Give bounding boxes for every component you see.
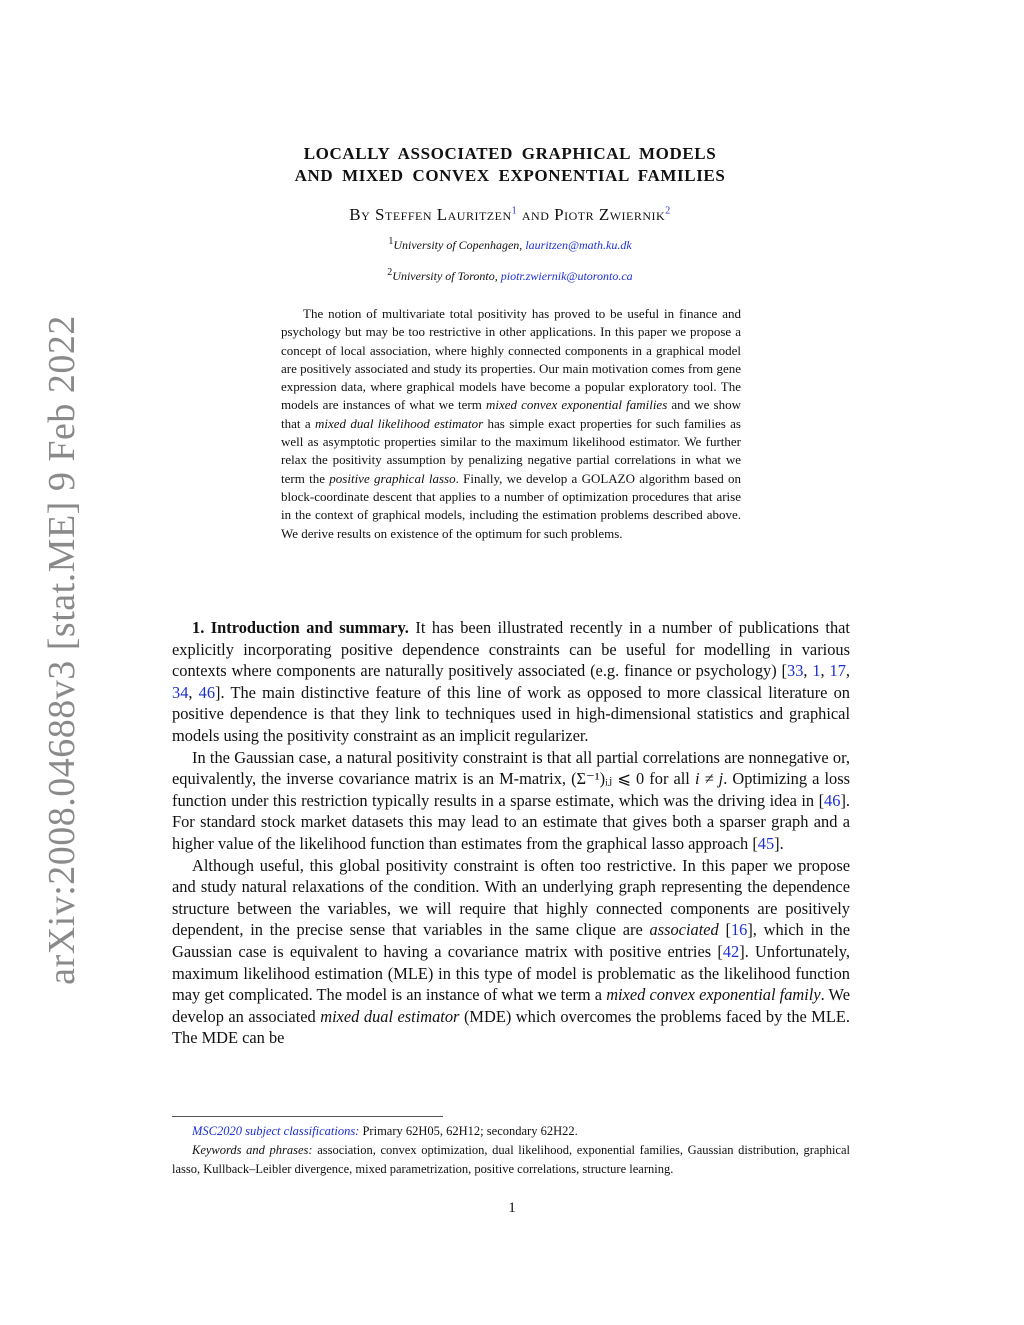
msc-footnote [172,1122,850,1141]
msc-link[interactable]: MSC2020 subject classifications: [192,1124,360,1138]
body-term: associated [649,920,719,940]
author-byline [200,205,820,225]
affiliation-2 [200,269,820,284]
body-text: ]. Unfortunately, maximum likelihood estimation (MLE) in this type of model is problematic as the likelihood function may get complicated. The model is an instance of what we term a [172,941,850,1005]
abstract-text: The notion of multivariate total positivity has proved to be useful in finance and psychology but may be too restrictive in other applications. In this paper we propose a concept of local association, where highly connected components in a graphical model are positively associated and study its properties. Our main motivation comes from gene expression data, where graphical models have become a popular exploratory tool. The models are instances of what we term [281,306,741,413]
abstract-text: and we show that a [281,397,741,431]
citation-link[interactable]: 46 [198,682,216,702]
and-word: and [521,205,550,224]
body-paragraph-2 [172,747,850,855]
citation-link[interactable]: 42 [722,941,740,961]
author-name-1: Steffen Lauritzen [375,205,512,224]
body-text: (MDE) which overcomes the problems faced by the MLE. The MDE can be [172,1006,850,1048]
arxiv-identifier: arXiv:2008.04688v3 [stat.ME] 9 Feb 2022 [41,315,83,985]
email-link[interactable]: piotr.zwiernik@utoronto.ca [500,269,633,283]
affiliation-1 [200,238,820,253]
citation-link[interactable]: 33 [787,661,804,681]
body-term: mixed convex exponential family [606,985,821,1005]
email-link[interactable]: lauritzen@math.ku.dk [525,238,632,252]
abstract-text: has simple exact properties for such families as well as asymptotic properties similar to the maximum likelihood estimator. We further relax the positivity assumption by penalizing negative partial correlations in what we term the [281,415,741,486]
author-name-2: Piotr Zwiernik [554,205,666,224]
body-text: ]. For standard stock market datasets this may lead to an estimate that gives both a sparser graph and a higher value of the likelihood function than estimates from the graphical lasso approach [ [172,790,850,853]
body-text: for all [644,769,695,789]
body-paragraph-1: 1. Introduction and summary. It has been illustrated recently in a number of publications that explicitly incorporating positive dependence constraints can be useful for modelling in various contexts where components are naturally positively associated (e.g. finance or psychology) [33, 1, 17, 34, 46]. The main distinctive feature of this line of work as opposed to more classical literature on positive dependence is that they link to techniques used in high-dimensional statistics and graphical models using the positivity constraint as an implicit regularizer. [172,618,850,745]
footnote-divider [172,1116,443,1117]
abstract-paragraph [281,305,741,543]
section-heading: 1. Introduction and summary. [192,618,409,637]
body-text: In the Gaussian case, a natural positivity constraint is that all partial correlations are nonnegative or, equivalently, the inverse covariance matrix is an M-matrix, [172,747,850,789]
title-line-1: LOCALLY ASSOCIATED GRAPHICAL MODELS [303,144,717,163]
body-text: Although useful, this global positivity constraint is often too restrictive. In this paper we propose and study natural relaxations of the condition. With an underlying graph representing the dependence structure between the variables, we will require that highly connected components are positively dependent, in the precise sense that variables in the same clique are [172,855,850,940]
abstract-term: mixed convex exponential families [485,397,668,413]
page-number: 1 [508,1200,516,1216]
abstract-text: . Finally, we develop a GOLAZO algorithm based on block-coordinate descent that applies to a number of optimization procedures that arise in the context of graphical models, including the estimation problems described above. We derive results on existence of the optimum for such problems. [281,470,742,541]
keywords-footnote [172,1141,850,1179]
citation-link[interactable]: 17 [829,661,846,681]
affiliation-institution: University of Toronto, [392,269,501,283]
body-term: mixed dual estimator [320,1006,460,1026]
abstract [281,305,741,543]
body-text: . Optimizing a loss function under this restriction typically results in a sparse estimate, which was the driving idea in [ [172,769,850,810]
abstract-term: mixed dual likelihood estimator [314,415,484,431]
affiliation-institution: University of Copenhagen, [393,238,526,252]
abstract-term: positive graphical lasso [329,470,456,486]
inline-math: i ≠ j [694,769,724,789]
author-mark-2[interactable]: 2 [665,205,671,217]
by-word: By [349,205,371,224]
paper-title [200,143,820,187]
author-mark-1[interactable]: 1 [511,205,518,217]
body-paragraph-3 [172,855,850,1049]
title-line-2: AND MIXED CONVEX EXPONENTIAL FAMILIES [294,166,726,185]
inline-math: (Σ⁻¹)ᵢⱼ ⩽ 0 [571,769,645,789]
keywords-label: Keywords and phrases: [192,1143,313,1157]
footnote-text: association, convex optimization, dual likelihood, exponential families, Gaussian distribution, graphical lasso, Kullback–Leibler divergence, mixed parametrization, positive correlations, structure learning. [172,1143,850,1176]
body-text: ]. The main distinctive feature of this line of work as opposed to more classical literature on positive dependence is that they link to techniques used in high-dimensional statistics and graphical models using the positivity constraint as an implicit regularizer. [172,682,850,745]
affiliation-mark: 1 [388,236,394,247]
body-text: . We develop an associated [172,985,850,1026]
body-text: It has been illustrated recently in a number of publications that explicitly incorporating positive dependence constraints can be useful for modelling in various contexts where components are naturally positively associated (e.g. finance or psychology) [ [172,618,850,681]
citation-link[interactable]: 1 [812,661,821,681]
body-text: ], which in the Gaussian case is equivalent to having a covariance matrix with positive entries [ [172,920,850,961]
citation-link[interactable]: 16 [730,920,748,940]
footnote-text: Primary 62H05, 62H12; secondary 62H22. [359,1124,578,1138]
footnotes [172,1122,850,1179]
citation-link[interactable]: 34 [172,682,189,702]
affiliation-mark: 2 [387,267,393,278]
body-text: [ [718,920,731,940]
citation-link[interactable]: 45 [757,833,775,853]
citation-link[interactable]: 46 [824,790,841,810]
main-body [172,617,850,1049]
body-text: ]. [774,833,784,853]
arxiv-sidebar [36,315,88,985]
